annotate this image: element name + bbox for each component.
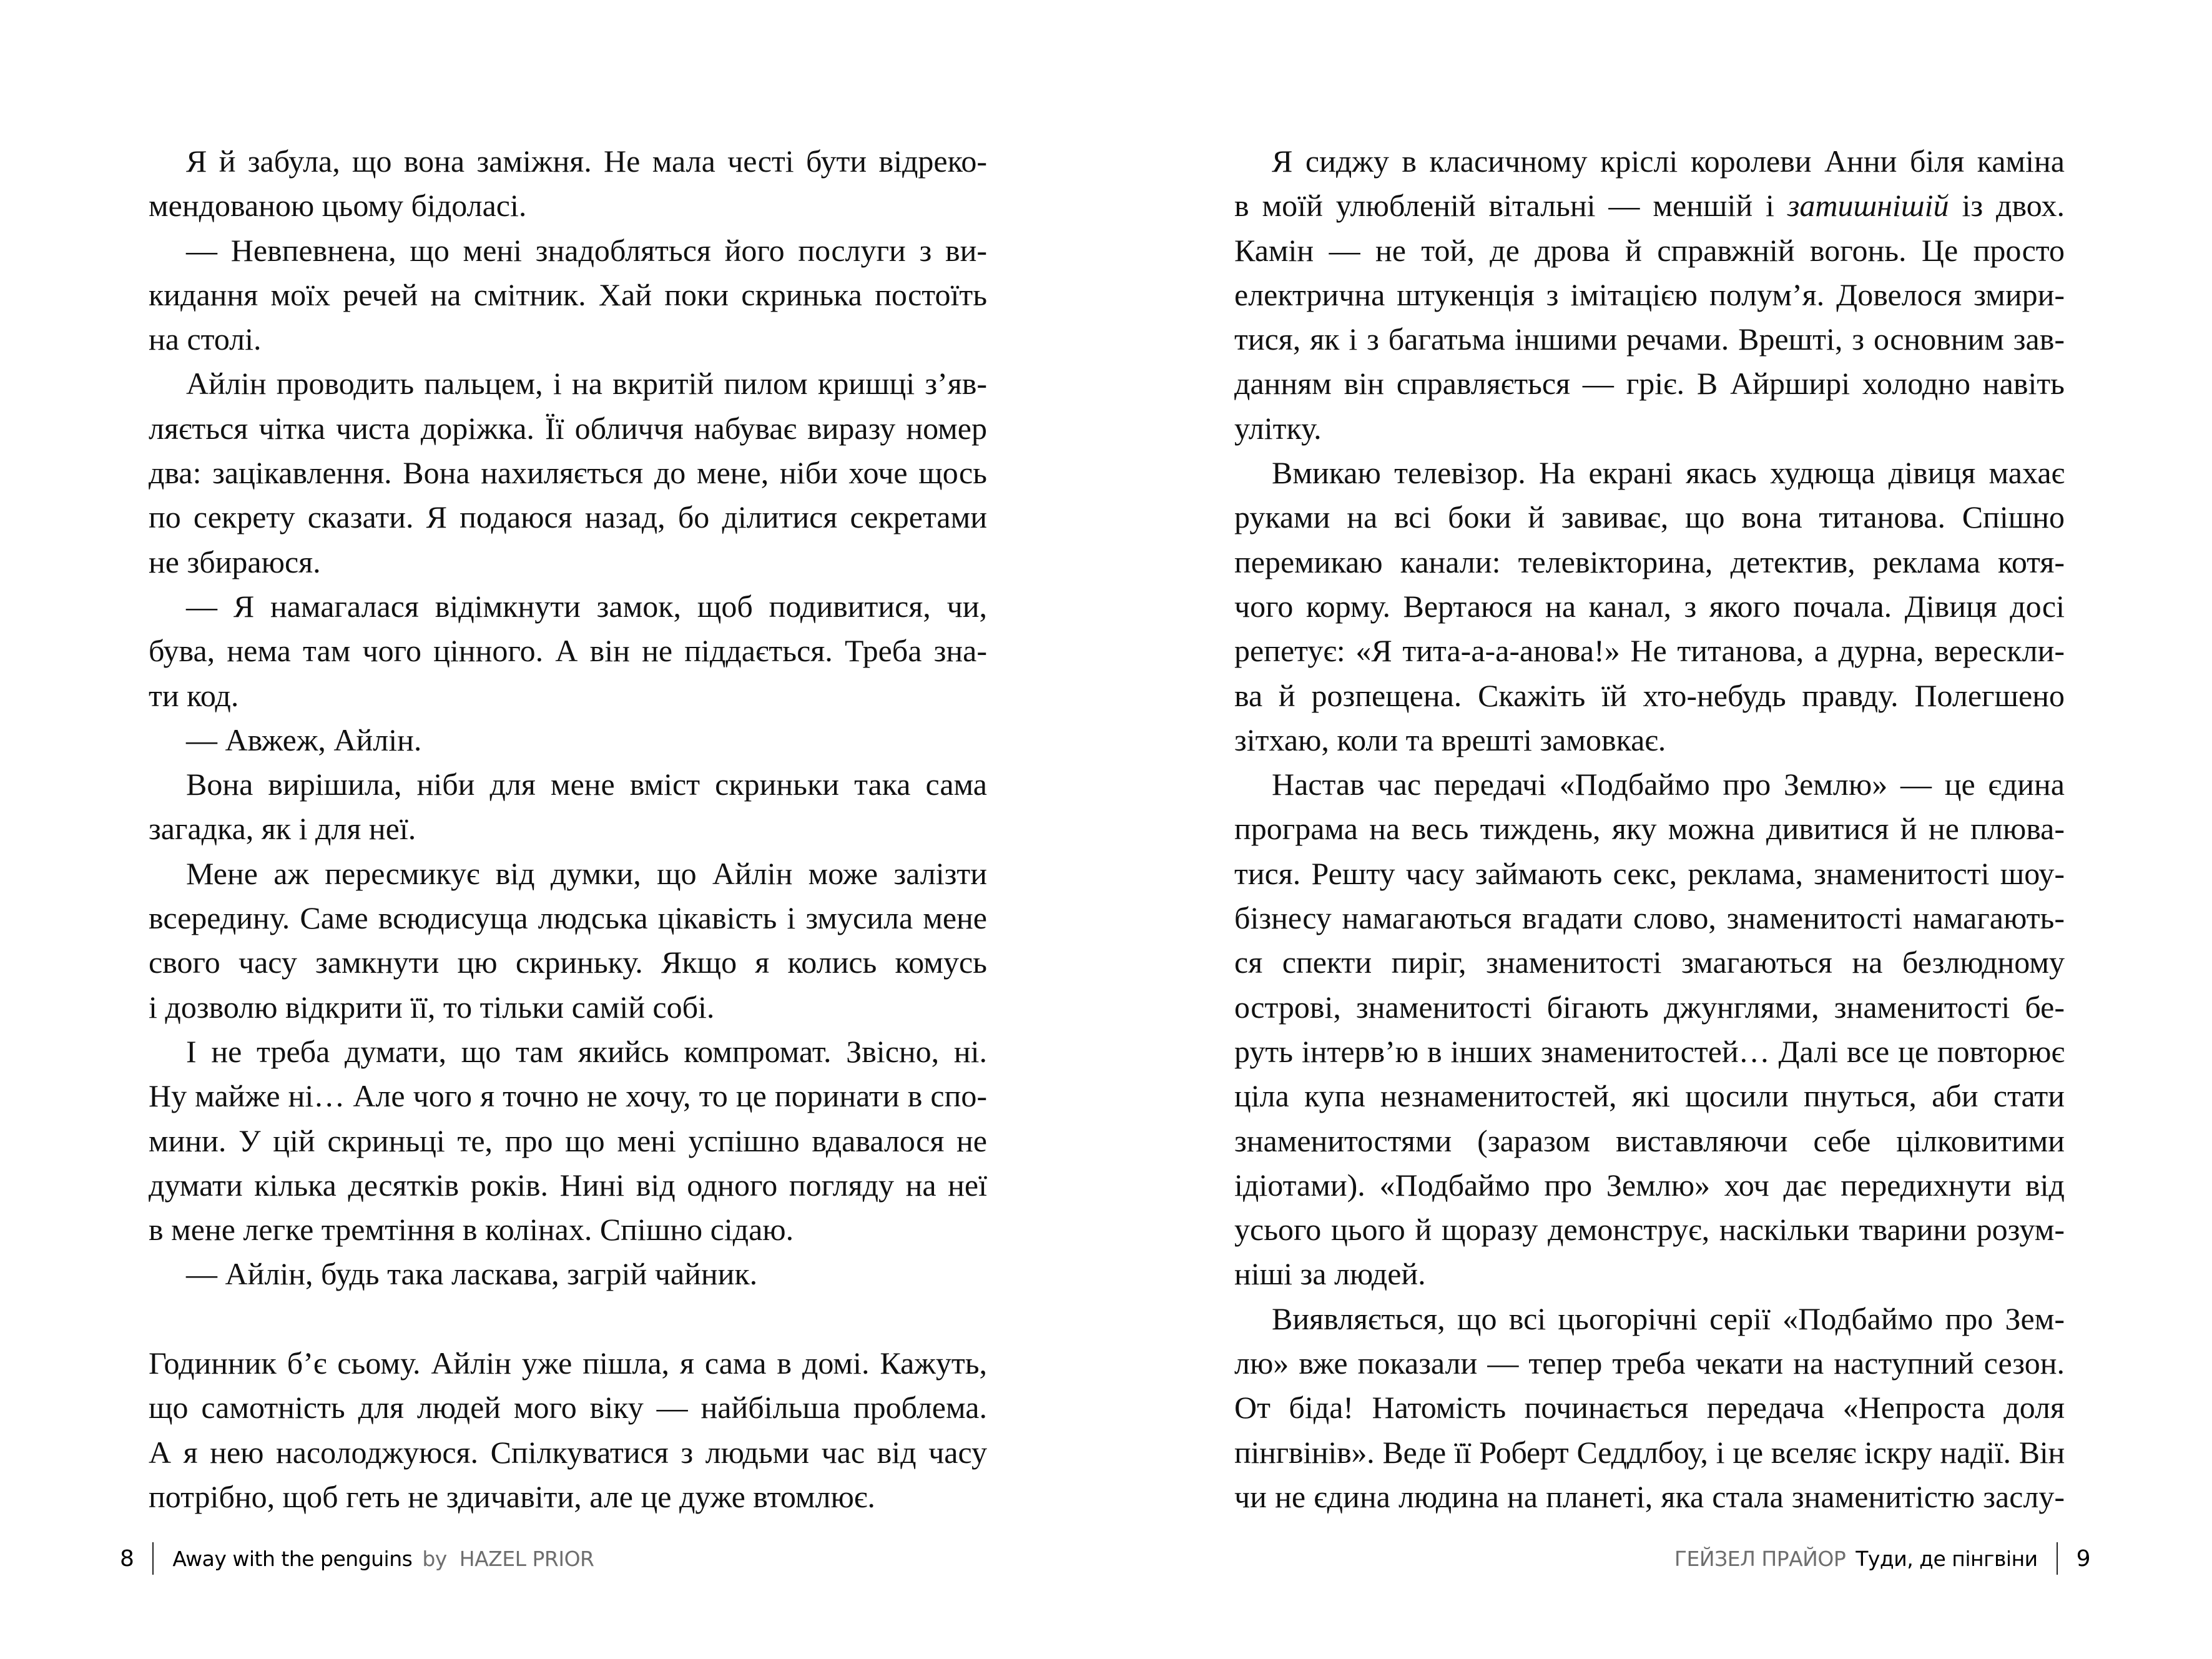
- footer-divider: [152, 1542, 154, 1575]
- text-line: ляється чітка чиста доріжка. Її обличчя набуває виразу номер: [149, 410, 987, 446]
- text-line: ти код.: [149, 677, 239, 713]
- text-line: кидання моїх речей на смітник. Хай поки скринька постоїть: [149, 277, 987, 312]
- text-line: зітхаю, коли та врешті замовкає.: [1234, 722, 1666, 757]
- text-line: Мене аж пересмикує від думки, що Айлін може залізти: [186, 855, 987, 891]
- text-line: ва й розпещена. Скажіть їй хто-небудь правду. Полегшено: [1234, 677, 2065, 713]
- author-name: by HAZEL PRIOR: [422, 1546, 594, 1571]
- page-number: 8: [120, 1545, 134, 1572]
- text-line: Я сиджу в класичному кріслі королеви Анни біля каміна: [1272, 144, 2065, 179]
- text-line: Айлін проводить пальцем, і на вкритій пилом кришці з’яв-: [186, 366, 987, 401]
- text-line: електрична штукенція з імітацією полум’я. Довелося змири-: [1234, 277, 2065, 312]
- text-line: всередину. Саме всюдисуща людська цікавість і змусила мене: [149, 900, 987, 936]
- text-line: репетує: «Я тита-а-а-анова!» Не титанова, а дурна, верескли-: [1234, 633, 2065, 669]
- text-line: по секрету сказати. Я подаюся назад, бо ділитися секретами: [149, 500, 987, 535]
- page-number: 9: [2076, 1545, 2090, 1572]
- text-line: Виявляється, що всі цьогорічні серії «Подбаймо про Зем-: [1272, 1301, 2065, 1336]
- text-line: свого часу замкнути цю скриньку. Якщо я колись комусь: [149, 945, 987, 980]
- text-line: потрібно, щоб геть не здичавіти, але це дуже втомлює.: [149, 1479, 875, 1514]
- text-line: Камін — не той, де дрова й справжній вогонь. Це просто: [1234, 232, 2065, 268]
- text-line: лю» вже показали — тепер треба чекати на наступний сезон.: [1234, 1346, 2065, 1381]
- text-line: Вмикаю телевізор. На екрані якась худюща дівиця махає: [1272, 455, 2065, 491]
- text-line: мендованою цьому бідоласі.: [149, 188, 527, 224]
- text-line: — Айлін, будь така ласкава, загрій чайник.: [186, 1256, 758, 1292]
- text-line: два: зацікавлення. Вона нахиляється до мене, ніби хоче щось: [149, 455, 987, 491]
- text-line: на столі.: [149, 322, 262, 357]
- text-line: чи не єдина людина на планеті, яка стала знаменитістю заслу-: [1234, 1479, 2065, 1514]
- book-title: Туди, де пінгвіни: [1856, 1546, 2038, 1571]
- text-line: знаменитостями (заразом виставляючи себе цілковитими: [1234, 1123, 2065, 1158]
- text-line: ціла купа незнаменитостей, які щосили пнуться, аби стати: [1234, 1078, 2065, 1114]
- left-running-footer: [120, 1541, 594, 1576]
- text-line: мини. У цій скриньці те, про що мені успішно вдавалося не: [149, 1123, 987, 1158]
- text-line: руть інтерв’ю в інших знаменитостей… Далі все це повторює: [1234, 1033, 2065, 1069]
- text-line: програма на весь тиждень, яку можна дивитися й не плюва-: [1234, 811, 2065, 847]
- text-line: [1234, 184, 2065, 228]
- text-fragment: в моїй улюбленій вітальні — меншій і: [1234, 188, 1787, 224]
- text-line: ся спекти пиріг, знаменитості змагаються на безлюдному: [1234, 945, 2065, 980]
- text-line: перемикаю канали: телевікторина, детектив, реклама котя-: [1234, 544, 2065, 579]
- text-line: і дозволю відкрити її, то тільки самій собі.: [149, 989, 715, 1025]
- text-line: А я нею насолоджуюся. Спілкуватися з людьми час від часу: [149, 1434, 987, 1470]
- text-line: загадка, як і для неї.: [149, 811, 416, 847]
- text-line: думати кілька десятків років. Нині від одного погляду на неї: [149, 1167, 987, 1203]
- right-text-column: [1234, 139, 2065, 1519]
- text-line: ніші за людей.: [1234, 1256, 1426, 1292]
- text-line: ідіотами). «Подбаймо про Землю» хоч дає передихнути від: [1234, 1167, 2065, 1203]
- text-line: в мене легке тремтіння в колінах. Спішно сідаю.: [149, 1212, 794, 1248]
- footer-divider: [2057, 1542, 2058, 1575]
- text-line: Я й забула, що вона заміжня. Не мала честі бути відреко-: [186, 144, 987, 179]
- text-line: бізнесу намагаються вгадати слово, знаменитості намагають-: [1234, 900, 2065, 936]
- right-running-footer: [1674, 1541, 2090, 1576]
- emphasized-word: затишнішій: [1787, 188, 1949, 224]
- text-line: не збираюся.: [149, 544, 321, 579]
- left-text-column: [149, 139, 987, 1519]
- text-line: Годинник б’є сьому. Айлін уже пішла, я сама в домі. Кажуть,: [149, 1346, 987, 1381]
- right-page: [1106, 0, 2212, 1659]
- text-line: острові, знаменитості бігають джунглями, знаменитості бе-: [1234, 989, 2065, 1025]
- text-line: данням він справляється — гріє. В Айрширі холодно навіть: [1234, 366, 2065, 401]
- text-line: І не треба думати, що там якийсь компромат. Звісно, ні.: [186, 1033, 987, 1069]
- text-line: Ну майже ні… Але чого я точно не хочу, то це поринати в спо-: [149, 1078, 987, 1114]
- text-line: руками на всі боки й завиває, що вона титанова. Спішно: [1234, 500, 2065, 535]
- text-line: бува, нема там чого цінного. А він не піддається. Треба зна-: [149, 633, 987, 669]
- author-name: ГЕЙЗЕЛ ПРАЙОР: [1674, 1546, 1846, 1571]
- text-line: тися, як і з багатьма іншими речами. Врешті, з основним зав-: [1234, 322, 2065, 357]
- text-line: тися. Решту часу займають секс, реклама, знаменитості шоу-: [1234, 855, 2065, 891]
- text-line: От біда! Натомість починається передача «Непроста доля: [1234, 1390, 2065, 1425]
- section-break: [149, 1297, 987, 1341]
- text-fragment: із двох.: [1949, 188, 2065, 224]
- text-line: — Я намагалася відімкнути замок, щоб подивитися, чи,: [186, 588, 987, 624]
- text-line: Вона вирішила, ніби для мене вміст скриньки така сама: [186, 767, 987, 802]
- text-line: пінгвінів». Веде її Роберт Седдлбоу, і це вселяє іскру надії. Він: [1234, 1434, 2065, 1470]
- text-line: Настав час передачі «Подбаймо про Землю» — це єдина: [1272, 767, 2065, 802]
- text-line: — Невпевнена, що мені знадобляться його послуги з ви-: [186, 232, 987, 268]
- text-line: чого корму. Вертаюся на канал, з якого почала. Дівиця досі: [1234, 588, 2065, 624]
- text-line: улітку.: [1234, 410, 1322, 446]
- text-line: — Авжеж, Айлін.: [186, 722, 422, 757]
- text-line: що самотність для людей мого віку — найбільша проблема.: [149, 1390, 987, 1425]
- text-line: усього цього й щоразу демонструє, наскільки тварини розум-: [1234, 1212, 2065, 1248]
- book-title: Away with the penguins: [172, 1546, 413, 1571]
